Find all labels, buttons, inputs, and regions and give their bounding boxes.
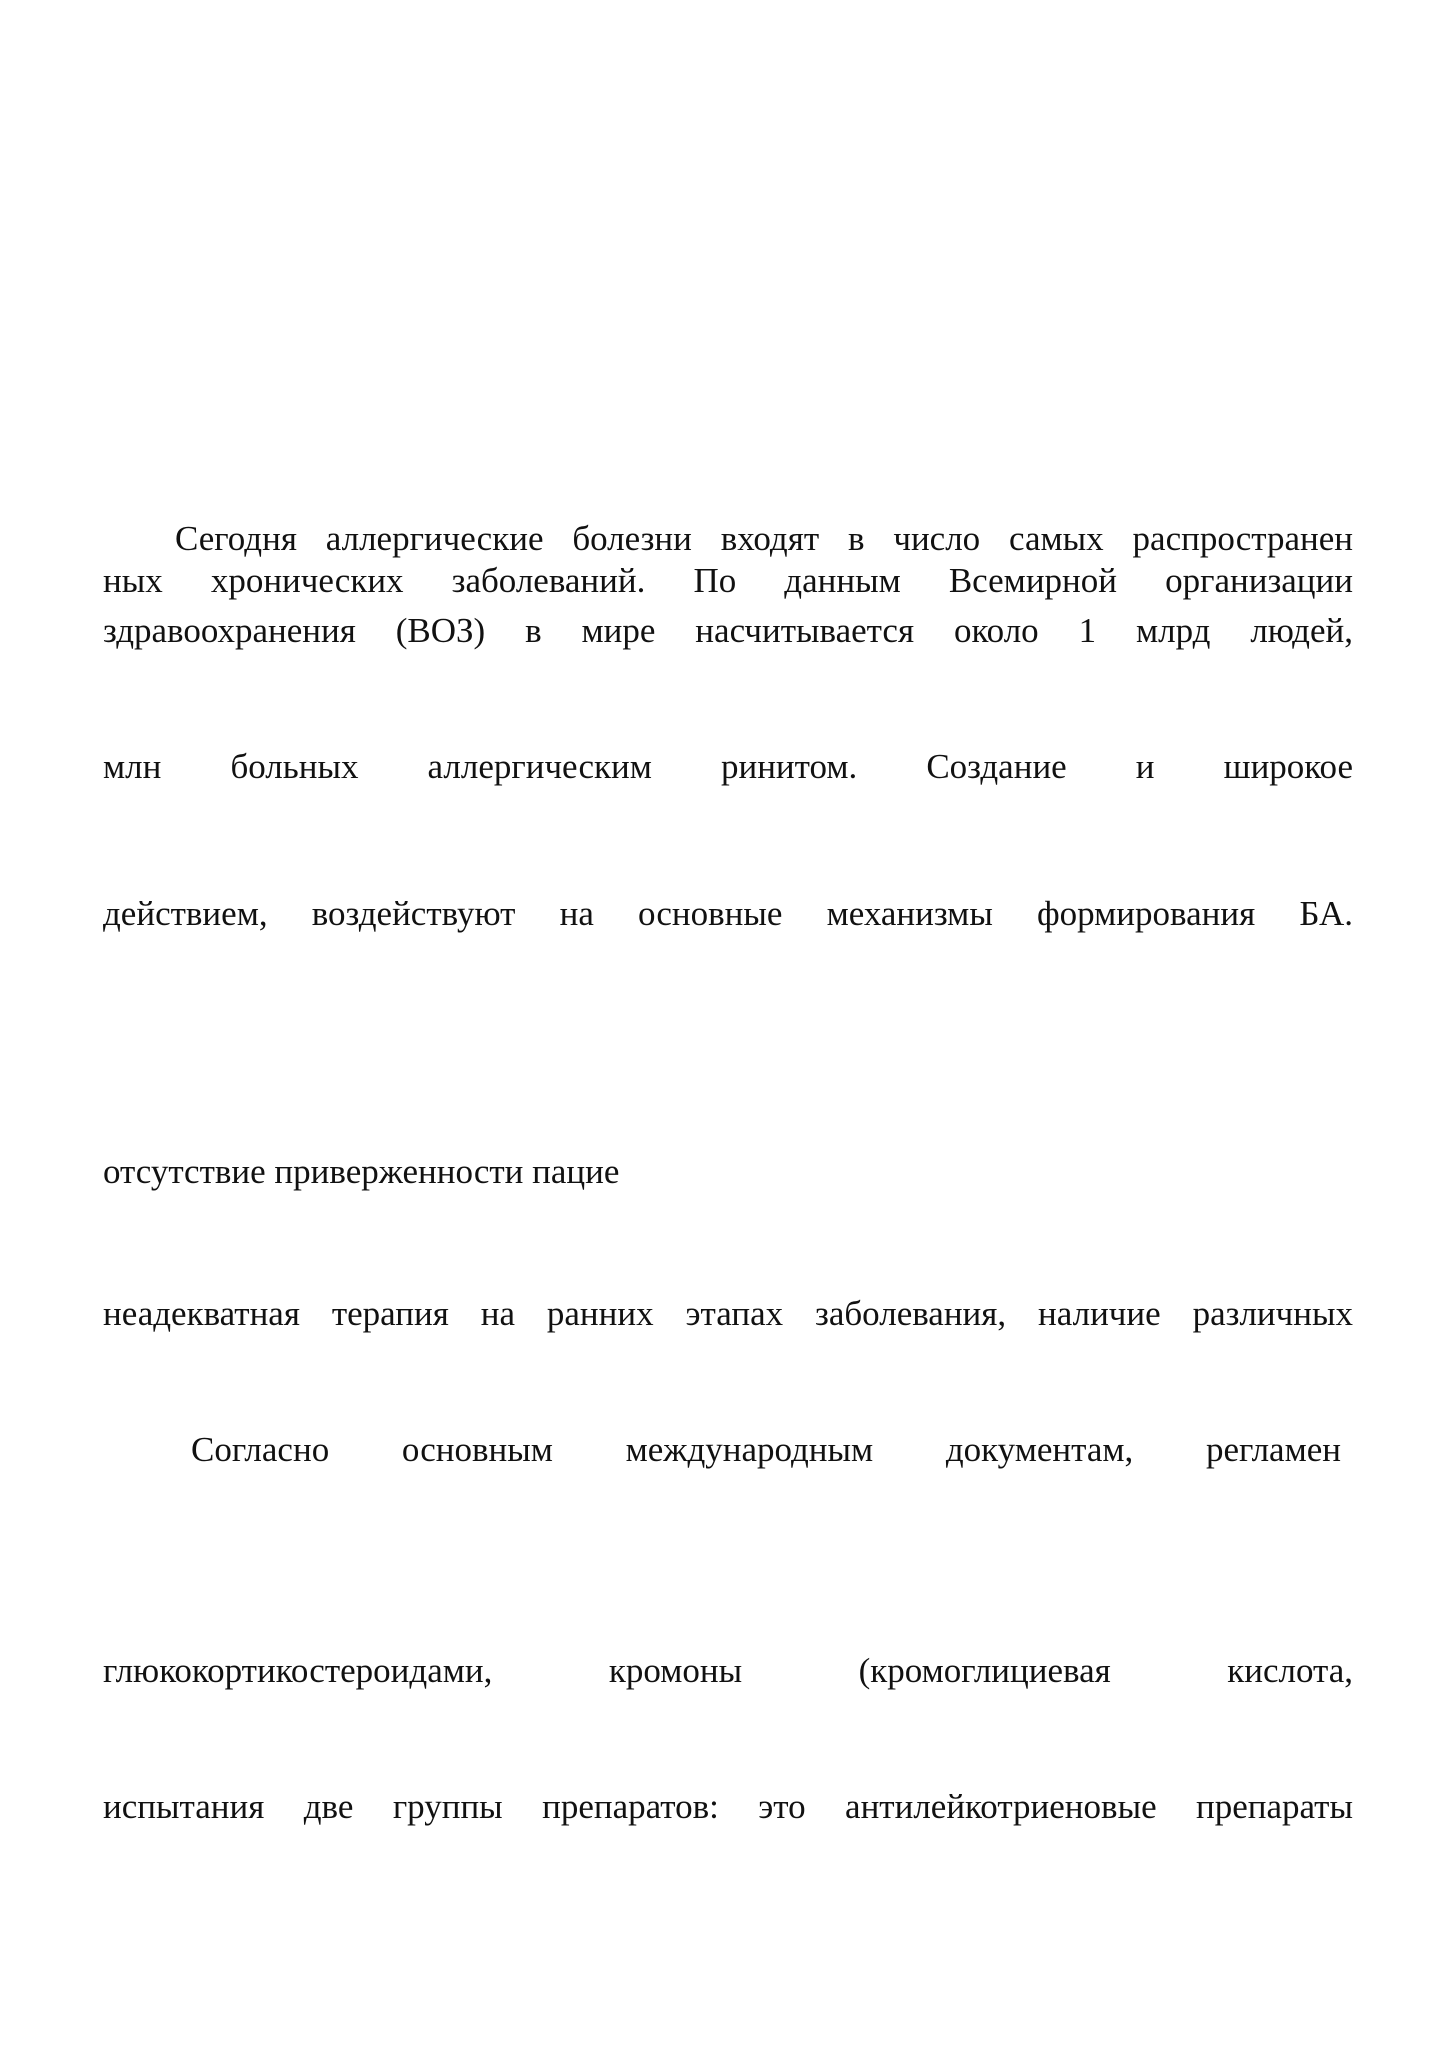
text-line: отсутствие приверженности пацие — [103, 1152, 620, 1191]
text-line: млн больных аллергическим ринитом. Создание и широкое — [103, 747, 1353, 786]
text-line: Сегодня аллергические болезни входят в число самых распространен — [175, 519, 1353, 558]
text-line: испытания две группы препаратов: это антилейкотриеновые препараты — [103, 1787, 1353, 1826]
text-line: здравоохранения (ВОЗ) в мире насчитывается около 1 млрд людей, — [103, 611, 1353, 650]
text-line: неадекватная терапия на ранних этапах заболевания, наличие различных — [103, 1294, 1353, 1333]
text-line: действием, воздействуют на основные механизмы формирования БА. — [103, 894, 1353, 933]
text-line: Согласно основным международным документам, регламен — [191, 1430, 1341, 1469]
text-line: глюкокортикостероидами, кромоны (кромоглициевая кислота, — [103, 1651, 1353, 1690]
text-line: ных хронических заболеваний. По данным Всемирной организации — [103, 561, 1353, 600]
